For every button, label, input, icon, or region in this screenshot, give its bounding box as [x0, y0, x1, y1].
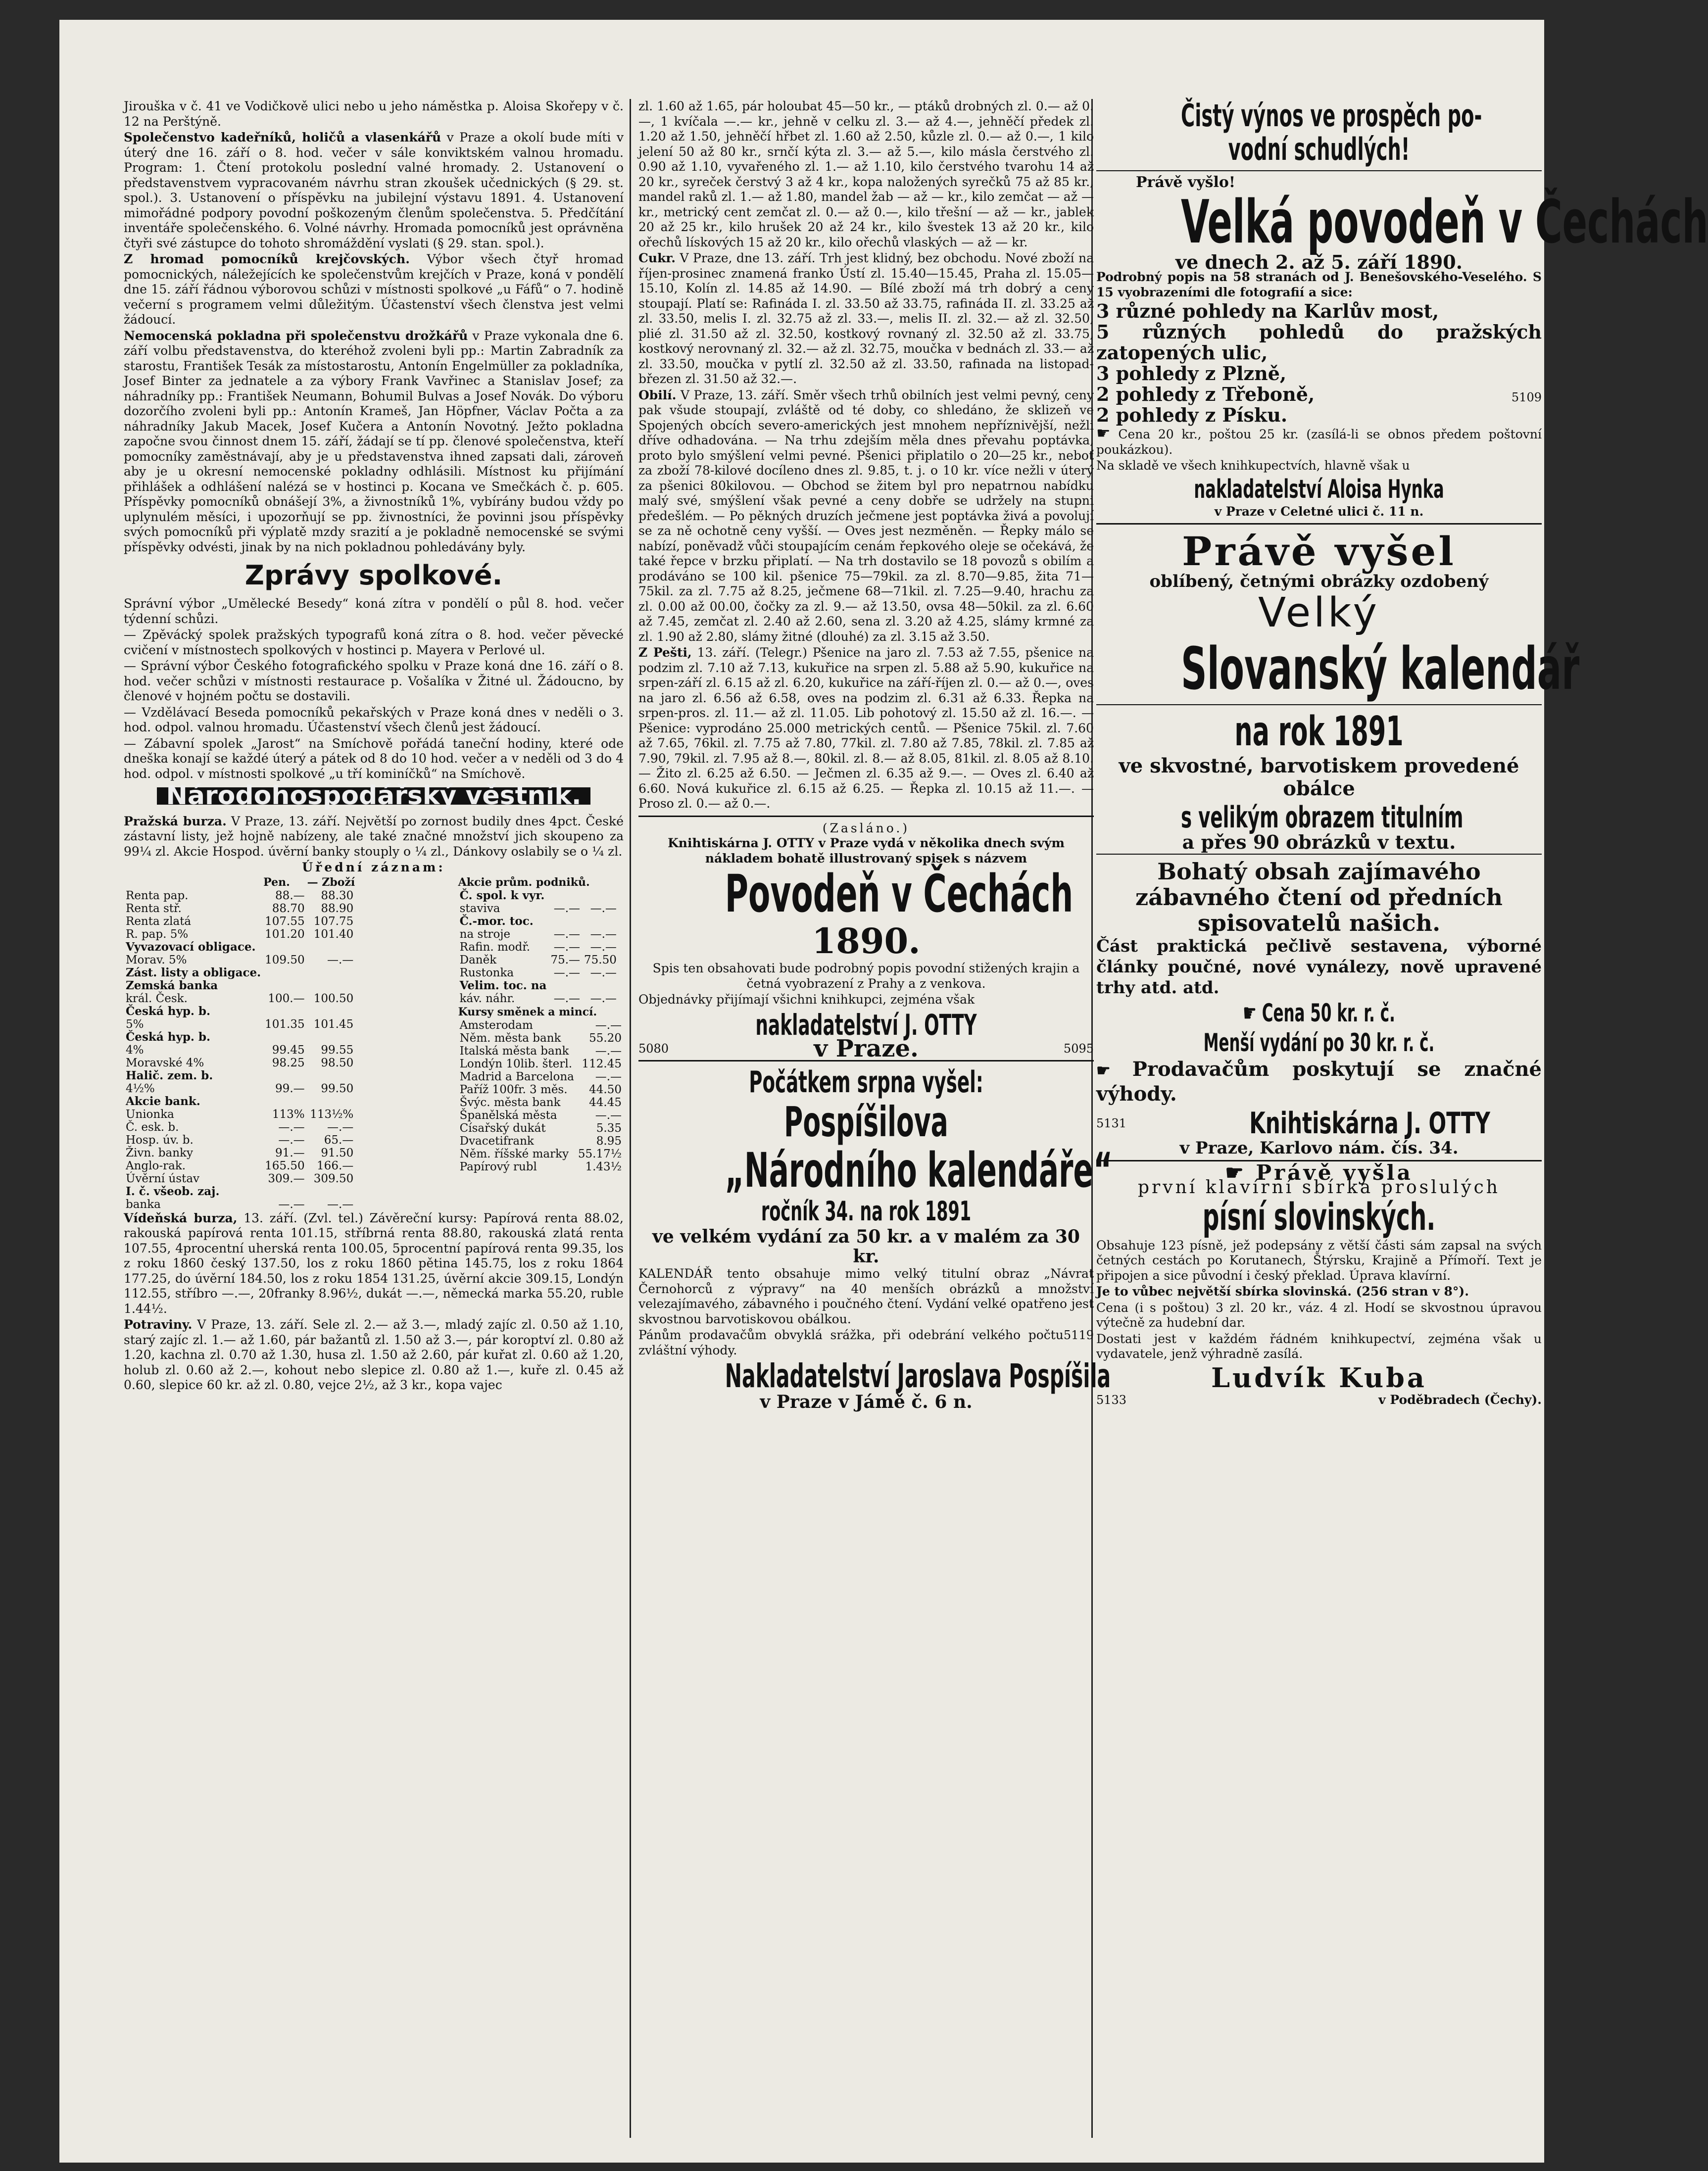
- table-row: [458, 1122, 624, 1135]
- table-cell: 5%: [126, 1017, 144, 1031]
- table-cell: [582, 915, 619, 928]
- table-row: [124, 1057, 355, 1069]
- table-cell: 8.95: [596, 1134, 622, 1148]
- ad-text: Část praktická pečlivě sestavena, výborné články poučné, nové vynálezy, nově upravené trhy atd. atd.: [1096, 936, 1542, 998]
- table-cell: král. Česk.: [126, 992, 188, 1005]
- column-right: [1096, 97, 1708, 2168]
- paragraph: Dostati jest v každém řádném knihkupectví, zejména však u vydavatele, jenž výhradně zasílá.: [1096, 1331, 1542, 1361]
- table-cell: 101.35: [265, 1017, 305, 1031]
- table-row: [124, 889, 355, 902]
- table-row: [124, 1031, 355, 1044]
- paragraph: Podrobný popis na 58 stranách od J. Benešovského-Veselého. S 15 vyobrazeními dle fotografií a sice:: [1096, 270, 1542, 299]
- table-cell: Císařský dukát: [459, 1121, 546, 1135]
- ad-subheading: oblíbený, četnými obrázky ozdobený: [1149, 572, 1489, 591]
- table-cell: 91.50: [321, 1146, 354, 1159]
- table-cell: 91.—: [275, 1146, 305, 1159]
- table-row: [124, 1069, 355, 1082]
- ad-year: 1890.: [812, 920, 921, 962]
- table-cell: Zást. listy a obligace.: [126, 965, 261, 979]
- table-cell: Morav. 5%: [126, 953, 187, 966]
- table-cell: 113%: [272, 1108, 305, 1121]
- ad-headline: vodní schudlých!: [1228, 131, 1410, 167]
- table-cell: —.—: [278, 1133, 305, 1147]
- table-cell: [307, 1185, 356, 1198]
- table-row: [458, 1045, 624, 1058]
- table-row: [458, 902, 619, 915]
- ad-subheading: první klavírní sbírka proslulých: [1138, 1177, 1500, 1198]
- ad-heading: Právě vyšel: [1182, 528, 1456, 575]
- table-cell: 55.17½: [578, 1147, 622, 1160]
- list-item: 2 pohledy z Třeboně,: [1096, 383, 1315, 405]
- ad-number: 5080: [638, 1041, 669, 1056]
- table-cell: —.—: [553, 966, 581, 979]
- table-cell: Italská města bank: [459, 1044, 569, 1058]
- exchange-tables: [124, 875, 624, 1211]
- table-cell: —.—: [278, 1198, 305, 1211]
- table-row: [124, 1018, 355, 1031]
- section-heading: Zprávy spolkové.: [244, 560, 503, 591]
- pointing-hand-icon: ☛: [1096, 424, 1111, 442]
- ad-price: Menší vydání po 30 kr. r. č.: [1203, 1028, 1435, 1057]
- table-cell: 166.—: [317, 1159, 354, 1172]
- table-row: [458, 889, 619, 902]
- table-cell: —.—: [590, 927, 617, 941]
- table-cell: 75.—: [550, 953, 581, 966]
- table-row: [458, 1058, 624, 1070]
- table-title: Úřední záznam:: [302, 860, 445, 874]
- table-cell: 88.—: [275, 889, 305, 902]
- table-cell: 100.50: [313, 992, 354, 1005]
- table-cell: I. č. všeob. zaj.: [126, 1184, 220, 1198]
- exchange-rates-table: [458, 1005, 624, 1173]
- table-cell: 88.70: [272, 902, 305, 915]
- publisher-address: v Praze, Karlovo nám. čís. 34.: [1179, 1138, 1459, 1158]
- ad-title: písní slovinských.: [1202, 1194, 1436, 1239]
- table-cell: 309.50: [313, 1172, 354, 1185]
- table-cell: Česká hyp. b.: [126, 1004, 211, 1018]
- table-cell: Moravské 4%: [126, 1056, 204, 1069]
- ad-text: s velikým obrazem titulním: [1181, 800, 1464, 835]
- table-cell: 5.35: [596, 1121, 622, 1135]
- table-row: [458, 1109, 624, 1122]
- table-row: [458, 1032, 624, 1045]
- table-row: [458, 915, 619, 928]
- table-cell: —.—: [327, 953, 354, 966]
- publisher-address: v Praze v Celetné ulici č. 11 n.: [1214, 504, 1424, 519]
- table-cell: 309.—: [268, 1172, 305, 1185]
- section-heading: Národohospodářský věstník.: [157, 787, 590, 805]
- zaslano-label: (Zasláno.): [822, 820, 910, 835]
- ad-number: 5119: [1063, 1328, 1094, 1342]
- table-cell: —.—: [590, 992, 617, 1005]
- table-cell: [307, 941, 356, 954]
- paragraph: Pánům prodavačům obvyklá srážka, při odebrání velkého počtu zvláštní výhody.: [638, 1328, 1064, 1357]
- table-cell: Paříž 100fr. 3 měs.: [459, 1083, 568, 1096]
- publisher-name: Ludvík Kuba: [1211, 1361, 1427, 1394]
- table-cell: na stroje: [459, 927, 511, 941]
- table-cell: 1.43½: [585, 1160, 622, 1173]
- pointing-hand-icon: ☛: [1096, 1061, 1132, 1080]
- column-header: — Zboží: [307, 875, 355, 889]
- ad-note: [638, 1328, 1094, 1358]
- list-row: [1096, 384, 1542, 405]
- divider: [638, 816, 1094, 817]
- table-row: [458, 1096, 624, 1109]
- paragraph: Pražská burza. V Praze, 13. září. Největší po zornost budily dnes 4pct. České zástavní listy, jež hojně nabízeny, ale také značné množství jich skoupeno za 99¼ zl. Akcie Hospod. úvěrní banky stouply o ¼ zl., Dánkovy oslabily se o ¼ zl.: [124, 814, 624, 859]
- paragraph: Je to vůbec největší sbírka slovinská. (256 stran v 8°).: [1096, 1284, 1469, 1299]
- paragraph: Z Pešti, 13. září. (Telegr.) Pšenice na jaro zl. 7.53 až 7.55, pšenice na podzim zl. 7.10 až 7.13, kukuřice na srpen zl. 5.88 až 5.90, kukuřice na srpen-září zl. 6.15 až zl. 6.20, kukuřice na září-říjen zl. 0.— až 0.—, oves na jaro zl. 6.56 až 6.58, oves na podzim zl. 6.31 až 6.33. Řepka na srpen-pros. zl. 11.— až zl. 11.05. Lib pohotový zl. 15.50 až zl. 16.—. — Pšenice: vyprodáno 25.000 metrických centů. — Pšenice 75kil. zl. 7.60 až 7.65, 76kil. zl. 7.75 až 7.80, 77kil. zl. 7.80 až 7.85, 78kil. zl. 7.85 až 7.90, 79kil. zl. 7.95 až 8.—, 80kil. zl. 8.— až 8.05, 81kil. zl. 8.05 až 8.10. — Žito zl. 6.25 až 6.50. — Ječmen zl. 6.35 až 9.—. — Oves zl. 6.40 až 6.60. Nová kukuřice zl. 6.15 až 6.25. — Řepka zl. 10.15 až 11.—. — Proso zl. 0.— až 0.—.: [638, 645, 1094, 811]
- table-cell: 88.90: [321, 902, 354, 915]
- paragraph: Společenstvo kadeřníků, holičů a vlasenkářů v Praze a okolí bude míti v úterý dne 16. září o 8. hod. večer v sále konviktském valnou hromadu. Program: 1. Čtení protokolu poslední valné hromady. 2. Ustanovení o představenstvem vypracovaném návrhu stran zkoušek učednických (§ 29. st. spol.). 3. Ustanovení o příspěvku na jubilejní výstavu 1891. 4. Ustanovení mimořádné podpory povodní poškozeným členům společenstva. 5. Předčítání inventáře společenského. 6. Volné návrhy. Hromada pomocníků jest oprávněna čtyři své zástupce do tohoto shromáždění vyslati (§ 29. stan. spol.).: [124, 130, 624, 250]
- table-cell: —.—: [278, 1120, 305, 1134]
- table-cell: 101.40: [313, 927, 354, 941]
- table-cell: Rustonka: [459, 966, 514, 979]
- ad-footer: [638, 1034, 1094, 1062]
- table-cell: [307, 1031, 356, 1044]
- table-row: [124, 979, 355, 992]
- publisher-city: v Praze.: [814, 1034, 919, 1062]
- table-cell: [307, 966, 356, 979]
- ad-text: ve skvostné, barvotiskem provedené obálce: [1119, 754, 1519, 800]
- paragraph: Objednávky přijímají všichni knihkupci, zejména však: [638, 992, 975, 1007]
- table-row: [124, 1172, 355, 1185]
- table-row: [124, 966, 355, 979]
- table-cell: Španělská města: [459, 1109, 557, 1122]
- table-cell: Zemská banka: [126, 978, 218, 992]
- table-row: [458, 979, 619, 992]
- divider: [1096, 854, 1542, 855]
- paragraph: — Vzdělávací Beseda pomocníků pekařských v Praze koná dnes v neděli o 3. hod. odpol. valnou hromadu. Účastenství všech členů jest žádoucí.: [124, 705, 624, 734]
- paragraph: zl. 1.60 až 1.65, pár holoubat 45—50 kr., — ptáků drobných zl. 0.— až 0.—, 1 kvíčala —.— kr., jehně v celku zl. 3.— až 4.—, jehněčí předek zl. 1.20 až 1.50, jehněčí hřbet zl. 1.60 až 2.50, kůzle zl. 0.— až 0.—, 1 kilo jelení 50 až 80 kr., srnčí kýta zl. 3.— až 5.—, kilo másla čerstvého zl. 0.90 až 1.10, vyvařeného zl. 1.— až 1.10, kilo čerstvého tvarohu 14 až 20 kr., syreček čerstvý 3 až 4 kr., kopa naložených syrečků 75 až 85 kr., mandel raků zl. 1.— až 1.80, mandel žab — až — kr., kilo zemčat — až — kr., metrický cent zemčat zl. 0.— až 0.—, kilo třešní — až — kr., jablek 20 až 25 kr., kilo hrušek 20 až 24 kr., kilo švestek 13 až 20 kr., kilo ořechů lískových 15 až 20 kr., kilo ořechů vlaských — až — kr.: [638, 99, 1094, 249]
- table-cell: [307, 1005, 356, 1018]
- ad-heading: ☛ Právě vyšla: [1225, 1160, 1413, 1185]
- table-cell: Hosp. úv. b.: [126, 1133, 194, 1147]
- ad-intro: Knihtiskárna J. OTTY v Praze vydá v několika dnech svým nákladem bohatě illustrovaný spisek s názvem: [668, 836, 1065, 866]
- paragraph: Na skladě ve všech knihkupectvích, hlavně však u: [1096, 458, 1410, 473]
- table-cell: Něm. říšské marky: [459, 1147, 569, 1160]
- table-cell: banka: [126, 1198, 161, 1211]
- table-heading: Akcie prům. podniků.: [458, 875, 590, 889]
- paragraph: Správní výbor „Umělecké Besedy“ koná zítra v pondělí o půl 8. hod. večer týdenní schůzi.: [124, 596, 624, 626]
- table-row: [124, 1121, 355, 1134]
- table-cell: Renta zlatá: [126, 915, 192, 928]
- ad-number: 5131: [1096, 1116, 1127, 1130]
- column-header: Pen.: [263, 875, 290, 889]
- table-cell: [263, 941, 306, 954]
- publisher-address: v Praze v Jámě č. 6 n.: [760, 1392, 973, 1412]
- table-cell: 107.75: [313, 915, 354, 928]
- table-cell: Něm. města bank: [459, 1031, 561, 1045]
- ad-text: ☛ Prodavačům poskytují se značné výhody.: [1096, 1058, 1542, 1106]
- table-row: [458, 966, 619, 979]
- table-cell: Č. spol. k vyr.: [459, 888, 545, 902]
- table-cell: —.—: [595, 1109, 622, 1122]
- table-cell: [548, 979, 582, 992]
- table-row: [458, 1019, 624, 1032]
- table-cell: Renta pap.: [126, 889, 189, 902]
- table-row: [458, 1135, 624, 1148]
- table-cell: Amsterodam: [459, 1018, 533, 1032]
- table-row: [458, 1148, 624, 1160]
- table-row: [458, 992, 619, 1005]
- pointing-hand-icon: ☛: [1225, 1160, 1256, 1185]
- table-cell: 44.45: [589, 1096, 622, 1109]
- table-row: [124, 915, 355, 928]
- table-cell: Anglo-rak.: [126, 1159, 186, 1172]
- table-cell: [582, 889, 619, 902]
- table-row: [124, 1147, 355, 1159]
- table-cell: 98.50: [321, 1056, 354, 1069]
- table-cell: 113½%: [310, 1108, 354, 1121]
- table-row: [124, 1082, 355, 1095]
- table-cell: [263, 1005, 306, 1018]
- table-cell: [548, 915, 582, 928]
- ad-title: Slovanský kalendář: [1181, 634, 1580, 703]
- table-cell: staviva: [459, 902, 500, 915]
- table-cell: 99.45: [272, 1043, 305, 1057]
- ad-number: 5133: [1096, 1393, 1127, 1407]
- paragraph: ☛ Cena 20 kr., poštou 25 kr. (zasílá-li se obnos předem poštovní poukázkou).: [1096, 424, 1542, 457]
- column-left: [124, 99, 624, 2168]
- publisher-address: v Poděbradech (Čechy).: [1378, 1392, 1542, 1407]
- paragraph: — Zábavní spolek „Jarost“ na Smíchově pořádá taneční hodiny, které ode dneška konají se každé úterý a pátek od 8 do 10 hod. večer a v neděli od 3 do 4 hod. odpol. v místnosti spolkové „u tří kominíčků“ na Smíchově.: [124, 736, 624, 781]
- ad-title-small: Velký: [1258, 589, 1380, 636]
- table-cell: —.—: [595, 1018, 622, 1032]
- ad-subtitle: ročník 34. na rok 1891: [761, 1196, 972, 1227]
- table-row: [458, 954, 619, 966]
- paragraph: Obilí. V Praze, 13. září. Směr všech trhů obilních jest velmi pevný, ceny pak všude stoupají, zvláště od té doby, co shledáno, že sklizeň ve Spojených obcích severo-amerických jest mnohem nepříznivější, nežli dříve odhadována. — Na trhu zdejším měla dnes převahu poptávka, proto bylo smýšlení velmi pevné. Pšenici připlatilo o 20—25 kr., neboť za zboží 78-kilové docíleno dnes zl. 9.85, t. j. o 10 kr. více nežli v úterý za pšenici 80kilovou. — Obchod se žitem byl pro nepatrnou nabídku malý své, smýšlení však pevné a ceny dobře se udržely na stupni předešlém. — Po pěkných druzích ječmene jest poptávka živá a povolují se za ně ochotně ceny vyšší. — Oves jest nezměněn. — Řepky málo se nabízí, poněvadž vůči stoupajícím cenám řepkového oleje se očekává, že také řepce v brzku připlatí. — Na trh dostavilo se 18 povozů s obilím a prodáváno se 100 kil. pšenice 75—79kil. za zl. 8.70—9.85, žita 71—75kil. za zl. 7.75 až 8.25, ječmene 68—71kil. zl. 7.25—9.40, hrachu za zl. 0.00 až 00.00, čočky za zl. 9.— až 13.50, ovsa 48—50kil. za zl. 6.60 až 7.45, zemčat zl. 2.40 až 2.60, sena zl. 3.20 až 4.25, slámy krmné za zl. 1.90 až 2.80, slámy žitné (dlouhé) za zl. 3.15 až 3.50.: [638, 387, 1094, 644]
- table-cell: [582, 979, 619, 992]
- table-cell: 99.55: [321, 1043, 354, 1057]
- paragraph: Cukr. V Praze, dne 13. září. Trh jest klidný, bez obchodu. Nové zboží na říjen-prosinec znamená franko Ústí zl. 15.40—15.45, Praha zl. 15.05—15.10, Kolín zl. 14.85 až 14.90. — Bílé zboží má trh dobrý a ceny stoupají. Platí se: Rafináda I. zl. 33.50 až 33.75, rafináda II. zl. 33.25 až zl. 33.50, melis I. zl. 32.75 až zl. 33.—, melis II. zl. 32.— až zl. 32.50, plié zl. 31.50 až zl. 32.50, kostkový rovnaný zl. 32.50 až zl. 33.75, kostkový nerovnaný zl. 32.— až zl. 32.75, moučka v bednách zl. 33.— až zl. 33.50, moučka v pytlí zl. 32.50 až zl. 33.50, rafinada na listopad-březen zl. 31.50 až 32.—.: [638, 251, 1094, 386]
- table-cell: Č.-mor. toc.: [459, 914, 534, 928]
- table-cell: Unionka: [126, 1108, 174, 1121]
- divider: [1096, 704, 1542, 705]
- table-cell: —.—: [595, 1044, 622, 1058]
- table-row: [458, 1070, 624, 1083]
- table-cell: Dvacetifrank: [459, 1134, 534, 1148]
- table-row: [124, 1108, 355, 1121]
- table-cell: [263, 966, 306, 979]
- ad-price: ☛ Cena 50 kr. r. č.: [1243, 999, 1395, 1027]
- table-row: [124, 1095, 355, 1108]
- paragraph: Vídeňská burza, 13. září. (Zvl. tel.) Závěreční kursy: Papírová renta 88.02, rakouská papírová renta 101.15, stříbrná renta 88.80, rakouská zlatá renta 107.55, 4procentní uherská renta 100.05, 5procentní papírová renta 99.35, los z roku 1860 český 137.50, los z roku 1860 pětina 145.75, los z roku 1864 177.25, do úvěrní 184.50, los z roku 1854 131.25, úvěrní akcie 309.15, Londýn 112.55, stříbro —.—, 20franky 8.96½, dukát —.—, německá marka 55.20, ruble 1.44½.: [124, 1210, 624, 1316]
- table-cell: 4%: [126, 1043, 144, 1057]
- column-divider: [630, 99, 631, 2138]
- table-cell: —.—: [327, 1120, 354, 1134]
- table-row: [124, 1159, 355, 1172]
- table-row: [124, 1134, 355, 1147]
- ad-price: ve velkém vydání za 50 kr. a v malém za 30 kr.: [652, 1226, 1080, 1267]
- table-cell: [263, 1095, 306, 1108]
- table-cell: 55.20: [589, 1031, 622, 1045]
- table-cell: [307, 1095, 356, 1108]
- table-cell: 165.50: [265, 1159, 305, 1172]
- table-row: [124, 941, 355, 954]
- ad-headline: Čistý výnos ve prospěch po-: [1181, 97, 1482, 134]
- table-row: [458, 1083, 624, 1096]
- paragraph: Nemocenská pokladna při společenstvu drožkářů v Praze vykonala dne 6. září volbu představenstva, do kteréhož zvoleni byli pp.: Martin Zabradník za starostu, František Tesák za místostarostu, Antonín Engelmüller za pokladníka, Josef Binter za jednatele a za výbory Frank Vavřinec a Stanislav Josef; za náhradníky pp.: František Neumann, Bohumil Bulvas a Josef Novák. Do výboru dozorčího zvoleni byli pp.: Antonín Krameš, Jan Höpfner, Václav Počta a za náhradníky Jakub Macek, Josef Kučera a Antonín Novotný. Ježto pokladna započne svou činnost dnem 15. září, žádají se tí pp. členové společenstva, kteří pomocníky zaměstnávají, aby je u představenstva ihned zapsati dali, zároveň aby je u okresní nemocenské pokladny odhlásili. Místnost ku přijímání přihlášek a odhlášení nalézá se v hostinci p. Kocana ve Smečkách č. p. 605. Příspěvky pomocníků obnášejí 3%, a živnostníků 1%, vybírány budou vždy po uplynulém měsíci, i upozorňují se pp. živnostníci, že povinni jsou příspěvky svých pomocníků při výplatě mzdy srazití a je pokladně nemocenské se svými příspěvky odvésti, jinak by na nich pokladnou pohledávány byly.: [124, 328, 624, 554]
- ad-dates: ve dnech 2. až 5. září 1890.: [1175, 250, 1463, 273]
- ad-title: Povodeň v Čechách: [725, 864, 1074, 924]
- paragraph: Cena (i s poštou) 3 zl. 20 kr., váz. 4 zl. Hodí se skvostnou úpravou výtečně za hudební dar.: [1096, 1300, 1542, 1330]
- table-cell: 99.50: [321, 1082, 354, 1095]
- table-cell: —.—: [553, 992, 581, 1005]
- divider: [1096, 170, 1542, 171]
- list-item: 5 různých pohledů do pražských zatopených ulic,: [1096, 321, 1542, 364]
- table-cell: Švýc. města bank: [459, 1096, 561, 1109]
- table-heading: Kursy směnek a mincí.: [458, 1005, 597, 1018]
- table-cell: Papírový rubl: [459, 1160, 537, 1173]
- table-cell: Londýn 10lib. šterl.: [459, 1057, 573, 1070]
- table-cell: 109.50: [265, 953, 305, 966]
- table-row: [458, 941, 619, 954]
- table-row: [124, 1185, 355, 1198]
- paragraph: Jirouška v č. 41 ve Vodičkově ulici nebo u jeho náměstka p. Aloisa Skořepy v č. 12 na Perštýně.: [124, 99, 624, 129]
- table-cell: —.—: [553, 940, 581, 954]
- table-cell: [307, 979, 356, 992]
- table-row: [458, 1160, 624, 1173]
- table-cell: Č. esk. b.: [126, 1120, 179, 1134]
- table-cell: Velim. toc. na: [459, 978, 547, 992]
- table-row: [124, 928, 355, 941]
- table-row: [124, 992, 355, 1005]
- ad-number: 5095: [1063, 1041, 1094, 1056]
- table-cell: 75.50: [584, 953, 617, 966]
- table-row: [124, 902, 355, 915]
- table-cell: 4½%: [126, 1082, 155, 1095]
- table-cell: [263, 1185, 306, 1198]
- table-cell: —.—: [553, 902, 581, 915]
- table-cell: 101.20: [265, 927, 305, 941]
- table-cell: Rafin. modř.: [459, 940, 531, 954]
- paragraph: Obsahuje 123 písně, jež podepsány z větší části sám zapsal na svých četných cestách po Korutanech, Štýrsku, Krajině a Přímoří. Text je připojen a sice původní i český překlad. Úprava klavírní.: [1096, 1238, 1542, 1283]
- table-cell: Živn. banky: [126, 1146, 193, 1159]
- table-cell: —.—: [590, 902, 617, 915]
- table-cell: 112.45: [582, 1057, 622, 1070]
- ad-text: Bohatý obsah zajímavého zábavného čtení od předních spisovatelů našich.: [1135, 858, 1503, 936]
- table-row: [458, 928, 619, 941]
- ad-subtitle: na rok 1891: [1234, 708, 1404, 755]
- ad-footer: [1096, 1106, 1542, 1141]
- table-cell: —.—: [590, 940, 617, 954]
- table-cell: 107.55: [265, 915, 305, 928]
- table-row: [124, 1044, 355, 1057]
- ad-note: Právě vyšlo!: [1136, 174, 1236, 191]
- publisher-name: nakladatelství Aloisa Hynka: [1194, 474, 1444, 504]
- table-cell: [307, 1069, 356, 1082]
- ad-title: Pospíšilova: [784, 1098, 948, 1146]
- table-cell: Česká hyp. b.: [126, 1030, 211, 1044]
- paragraph: Potraviny. V Praze, 13. září. Sele zl. 2.— až 3.—, mladý zajíc zl. 0.50 až 1.10, starý zajíc zl. 1.— až 1.60, pár bažantů zl. 1.50 až 3.—, pár koroptví zl. 0.80 až 1.20, kachna zl. 0.70 až 1.30, husa zl. 1.50 až 2.60, pár kuřat zl. 0.60 až 1.20, holub zl. 0.60 až 2.—, kohout nebo slepice zl. 0.80 až 1.—, kuře zl. 0.45 až 0.60, slepice 60 kr. až zl. 0.80, vejce 2½, až 3 kr., kopa vajec: [124, 1317, 624, 1392]
- table-cell: 88.30: [321, 889, 354, 902]
- paragraph: — Správní výbor Českého fotografického spolku v Praze koná dne 16. září o 8. hod. večer schůzi v místnosti restaurace p. Vošalíka v Žitné ul. Žádoucno, by členové v hojném počtu se dostavili.: [124, 659, 624, 703]
- divider: [1096, 523, 1542, 525]
- ad-title: Velká povodeň v Čechách: [1181, 188, 1708, 257]
- table-cell: [263, 1069, 306, 1082]
- paragraph: Spis ten obsahovati bude podrobný popis povodní stižených krajin a četná vyobrazení z Prahy a z venkova.: [652, 961, 1080, 991]
- table-cell: 99.—: [275, 1082, 305, 1095]
- table-cell: [263, 979, 306, 992]
- table-cell: —.—: [327, 1198, 354, 1211]
- table-cell: Renta stř.: [126, 902, 182, 915]
- table-cell: 98.25: [272, 1056, 305, 1069]
- table-cell: káv. náhr.: [459, 992, 515, 1005]
- ad-footer: [1096, 1393, 1542, 1408]
- list-item: 3 různé pohledy na Karlův most,: [1096, 300, 1439, 322]
- table-cell: [263, 1031, 306, 1044]
- ad-heading: Počátkem srpna vyšel:: [749, 1065, 983, 1100]
- table-cell: 65.—: [324, 1133, 354, 1147]
- publisher-name: nakladatelství J. OTTY: [755, 1008, 977, 1042]
- table-cell: Halič. zem. b.: [126, 1068, 213, 1082]
- exchange-table-left: [124, 875, 355, 1211]
- paragraph: KALENDÁŘ tento obsahuje mimo velký titulní obraz „Návrat Černohorců z výpravy“ na 40 menších obrázků a množství velezajímavého, zábavného i poučného čtení. Vydání velké opatřeno jest skvostnou barvotiskovou obálkou.: [638, 1266, 1094, 1326]
- paragraph: — Zpěvácký spolek pražských typografů koná zítra o 8. hod. večer pěvecké cvičení v místnostech spolkových v hostinci p. Mayera v Perlové ul.: [124, 627, 624, 657]
- pointing-hand-icon: ☛: [1243, 999, 1262, 1027]
- table-cell: Úvěrní ústav: [126, 1172, 200, 1185]
- table-row: [124, 1005, 355, 1018]
- publisher-name: Nakladatelství Jaroslava Pospíšila: [725, 1357, 1111, 1395]
- table-cell: 100.—: [268, 992, 305, 1005]
- list-item: 3 pohledy z Plzně,: [1096, 362, 1287, 385]
- table-cell: R. pap. 5%: [126, 927, 189, 941]
- table-cell: —.—: [595, 1070, 622, 1083]
- exchange-table-right: [458, 875, 619, 1005]
- table-cell: —.—: [553, 927, 581, 941]
- table-cell: Madrid a Barcelona: [459, 1070, 574, 1083]
- table-row: [124, 1198, 355, 1211]
- section-heading-wrap: [124, 781, 624, 811]
- table-cell: 101.45: [313, 1017, 354, 1031]
- table-row: [124, 954, 355, 966]
- ad-number: 5109: [1511, 390, 1542, 404]
- table-cell: [548, 889, 582, 902]
- table-cell: Vyvazovací obligace.: [126, 940, 256, 954]
- table-cell: —.—: [590, 966, 617, 979]
- ad-text: a přes 90 obrázků v textu.: [1182, 830, 1456, 853]
- table-cell: Akcie bank.: [126, 1094, 200, 1108]
- ad-title: „Národního kalendáře“: [725, 1143, 1113, 1198]
- publisher-name: Knihtiskárna J. OTTY: [1249, 1106, 1490, 1141]
- list-item: 2 pohledy z Písku.: [1096, 404, 1288, 426]
- paragraph: Z hromad pomocníků krejčovských. Výbor všech čtyř hromad pomocnických, náležejících ke společenstvům krejčích v Praze, koná v pondělí dne 15. září řádnou výborovou schůzi v místnosti spolkové „u Fáfů“ o 7. hodině večerní s programem velmi důležitým. Účastenství všech členstva jest velmi žádoucí.: [124, 252, 624, 327]
- table-cell: 44.50: [589, 1083, 622, 1096]
- table-cell: Daněk: [459, 953, 497, 966]
